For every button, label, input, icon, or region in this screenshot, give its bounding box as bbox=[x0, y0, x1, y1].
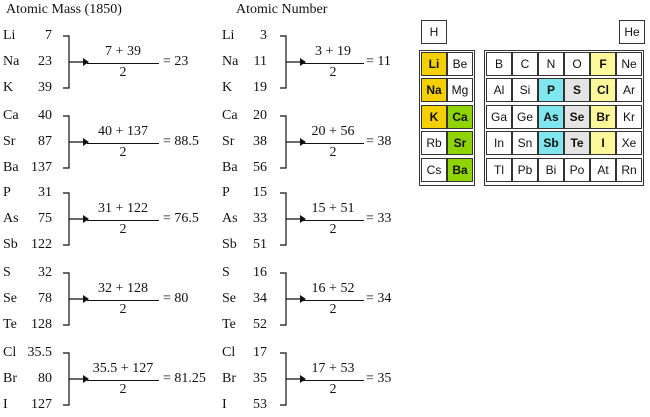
element-value: 34 bbox=[253, 291, 267, 306]
element-cell: Ga bbox=[486, 105, 512, 129]
element-value: 7 bbox=[45, 28, 52, 43]
element-symbol: Na bbox=[222, 54, 239, 69]
element-cell: Cl bbox=[590, 78, 616, 102]
element-cell: Sr bbox=[447, 131, 473, 155]
bracket-arrow-icon bbox=[222, 108, 432, 180]
fraction-bar bbox=[87, 143, 159, 144]
atomic-mass-header: Atomic Mass (1850) bbox=[6, 2, 122, 17]
element-cell: Be bbox=[447, 52, 473, 76]
element-cell: Mg bbox=[447, 78, 473, 102]
element-cell: F bbox=[590, 52, 616, 76]
element-symbol: Sr bbox=[222, 134, 235, 149]
element-value: 52 bbox=[253, 317, 267, 332]
mass-triad bbox=[3, 265, 213, 337]
element-cell-he: He bbox=[619, 20, 645, 44]
element-cell: Sn bbox=[512, 131, 538, 155]
element-cell: Ba bbox=[447, 158, 473, 182]
element-symbol: Br bbox=[222, 371, 236, 386]
element-symbol: As bbox=[222, 211, 238, 226]
element-value: 23 bbox=[38, 54, 52, 69]
fraction-bar bbox=[302, 220, 364, 221]
element-value: 32 bbox=[38, 265, 52, 280]
element-cell: Al bbox=[486, 78, 512, 102]
element-cell: Li bbox=[421, 52, 447, 76]
element-symbol: Te bbox=[3, 317, 17, 332]
fraction-bar bbox=[87, 220, 159, 221]
element-value: 137 bbox=[31, 160, 52, 175]
triad-result: = 23 bbox=[163, 54, 189, 69]
element-value: 20 bbox=[253, 108, 267, 123]
fraction-numerator: 16 + 52 bbox=[311, 281, 355, 296]
fraction-bar bbox=[87, 380, 159, 381]
element-cell: Ar bbox=[616, 78, 642, 102]
element-cell: Ca bbox=[447, 105, 473, 129]
number-triad bbox=[222, 345, 432, 417]
fraction-numerator: 32 + 128 bbox=[98, 281, 148, 296]
element-value: 19 bbox=[253, 80, 267, 95]
element-cell: O bbox=[564, 52, 590, 76]
element-cell: Kr bbox=[616, 105, 642, 129]
fraction-denominator: 2 bbox=[329, 302, 337, 317]
element-symbol: P bbox=[3, 185, 11, 200]
element-cell: Tl bbox=[486, 158, 512, 182]
element-cell: S bbox=[564, 78, 590, 102]
fraction-bar bbox=[302, 380, 364, 381]
element-value: 17 bbox=[253, 345, 267, 360]
number-triad bbox=[222, 28, 432, 100]
bracket-arrow-icon bbox=[222, 345, 432, 417]
element-value: 31 bbox=[38, 185, 52, 200]
element-value: 3 bbox=[260, 28, 267, 43]
element-value: 35 bbox=[253, 371, 267, 386]
element-symbol: Se bbox=[222, 291, 236, 306]
element-cell: N bbox=[538, 52, 564, 76]
element-value: 38 bbox=[253, 134, 267, 149]
element-value: 78 bbox=[38, 291, 52, 306]
bracket-arrow-icon bbox=[222, 185, 432, 257]
fraction-denominator: 2 bbox=[329, 65, 337, 80]
element-value: 39 bbox=[38, 80, 52, 95]
element-cell: In bbox=[486, 131, 512, 155]
element-cell: Se bbox=[564, 105, 590, 129]
element-symbol: P bbox=[222, 185, 230, 200]
element-cell: Bi bbox=[538, 158, 564, 182]
element-cell: I bbox=[590, 131, 616, 155]
element-symbol: Sr bbox=[3, 134, 16, 149]
element-cell: Sb bbox=[538, 131, 564, 155]
element-symbol: Ca bbox=[3, 108, 19, 123]
element-cell: Rb bbox=[421, 131, 447, 155]
element-value: 122 bbox=[31, 237, 52, 252]
element-cell: Xe bbox=[616, 131, 642, 155]
element-value: 33 bbox=[253, 211, 267, 226]
fraction-denominator: 2 bbox=[119, 222, 127, 237]
fraction-numerator: 3 + 19 bbox=[315, 44, 351, 59]
element-symbol: Sb bbox=[222, 237, 237, 252]
triad-result: = 35 bbox=[366, 371, 392, 386]
element-cell: B bbox=[486, 52, 512, 76]
triad-result: = 34 bbox=[366, 291, 392, 306]
number-triad bbox=[222, 108, 432, 180]
fraction-denominator: 2 bbox=[329, 382, 337, 397]
element-cell: C bbox=[512, 52, 538, 76]
element-symbol: Te bbox=[222, 317, 236, 332]
element-value: 40 bbox=[38, 108, 52, 123]
mass-triad bbox=[3, 185, 213, 257]
mass-triad bbox=[3, 345, 213, 417]
fraction-numerator: 20 + 56 bbox=[311, 124, 355, 139]
element-cell: Ge bbox=[512, 105, 538, 129]
triad-result: = 88.5 bbox=[163, 134, 199, 149]
triad-result: = 81.25 bbox=[163, 371, 206, 386]
fraction-numerator: 40 + 137 bbox=[98, 124, 148, 139]
element-cell: Ne bbox=[616, 52, 642, 76]
fraction-denominator: 2 bbox=[329, 222, 337, 237]
mass-triad bbox=[3, 28, 213, 100]
element-symbol: S bbox=[3, 265, 11, 280]
fraction-numerator: 7 + 39 bbox=[105, 44, 141, 59]
element-symbol: Li bbox=[222, 28, 235, 43]
element-value: 127 bbox=[31, 397, 52, 412]
fraction-numerator: 15 + 51 bbox=[311, 201, 355, 216]
element-symbol: K bbox=[3, 80, 14, 95]
fraction-numerator: 35.5 + 127 bbox=[92, 361, 154, 376]
atomic-number-header: Atomic Number bbox=[236, 2, 328, 17]
element-cell: Cs bbox=[421, 158, 447, 182]
element-cell: Pb bbox=[512, 158, 538, 182]
number-triad bbox=[222, 185, 432, 257]
element-value: 87 bbox=[38, 134, 52, 149]
element-symbol: Na bbox=[3, 54, 20, 69]
element-cell: Si bbox=[512, 78, 538, 102]
element-cell: K bbox=[421, 105, 447, 129]
fraction-denominator: 2 bbox=[119, 65, 127, 80]
triad-result: = 38 bbox=[366, 134, 392, 149]
element-symbol: Cl bbox=[222, 345, 236, 360]
fraction-bar bbox=[302, 63, 364, 64]
element-cell: Rn bbox=[616, 158, 642, 182]
element-value: 56 bbox=[253, 160, 267, 175]
element-symbol: Se bbox=[3, 291, 17, 306]
element-symbol: Sb bbox=[3, 237, 18, 252]
triad-result: = 80 bbox=[163, 291, 189, 306]
element-symbol: Br bbox=[3, 371, 17, 386]
mass-triad bbox=[3, 108, 213, 180]
element-value: 11 bbox=[253, 54, 267, 69]
element-symbol: I bbox=[3, 397, 8, 412]
fraction-denominator: 2 bbox=[119, 302, 127, 317]
element-value: 16 bbox=[253, 265, 267, 280]
fraction-bar bbox=[87, 63, 159, 64]
number-triad bbox=[222, 265, 432, 337]
element-cell: P bbox=[538, 78, 564, 102]
fraction-bar bbox=[87, 300, 159, 301]
element-symbol: K bbox=[222, 80, 233, 95]
element-value: 75 bbox=[38, 211, 52, 226]
element-value: 15 bbox=[253, 185, 267, 200]
fraction-bar bbox=[302, 143, 364, 144]
element-cell: Te bbox=[564, 131, 590, 155]
element-symbol: Li bbox=[3, 28, 16, 43]
element-symbol: Cl bbox=[3, 345, 17, 360]
triad-result: = 33 bbox=[366, 211, 392, 226]
fraction-denominator: 2 bbox=[119, 145, 127, 160]
triad-result: = 76.5 bbox=[163, 211, 199, 226]
element-cell: At bbox=[590, 158, 616, 182]
element-value: 51 bbox=[253, 237, 267, 252]
bracket-arrow-icon bbox=[222, 265, 432, 337]
element-cell: Br bbox=[590, 105, 616, 129]
element-symbol: S bbox=[222, 265, 230, 280]
element-cell: As bbox=[538, 105, 564, 129]
element-value: 35.5 bbox=[27, 345, 52, 360]
element-symbol: Ba bbox=[222, 160, 238, 175]
element-value: 128 bbox=[31, 317, 52, 332]
element-symbol: Ca bbox=[222, 108, 238, 123]
element-symbol: Ba bbox=[3, 160, 19, 175]
element-symbol: I bbox=[222, 397, 227, 412]
element-cell: Po bbox=[564, 158, 590, 182]
element-cell: Na bbox=[421, 78, 447, 102]
fraction-denominator: 2 bbox=[119, 382, 127, 397]
fraction-numerator: 31 + 122 bbox=[98, 201, 148, 216]
fraction-denominator: 2 bbox=[329, 145, 337, 160]
element-value: 53 bbox=[253, 397, 267, 412]
element-symbol: As bbox=[3, 211, 19, 226]
bracket-arrow-icon bbox=[222, 28, 432, 100]
fraction-bar bbox=[302, 300, 364, 301]
triad-result: = 11 bbox=[366, 54, 391, 69]
element-value: 80 bbox=[38, 371, 52, 386]
element-cell-h: H bbox=[421, 20, 447, 44]
fraction-numerator: 17 + 53 bbox=[311, 361, 355, 376]
